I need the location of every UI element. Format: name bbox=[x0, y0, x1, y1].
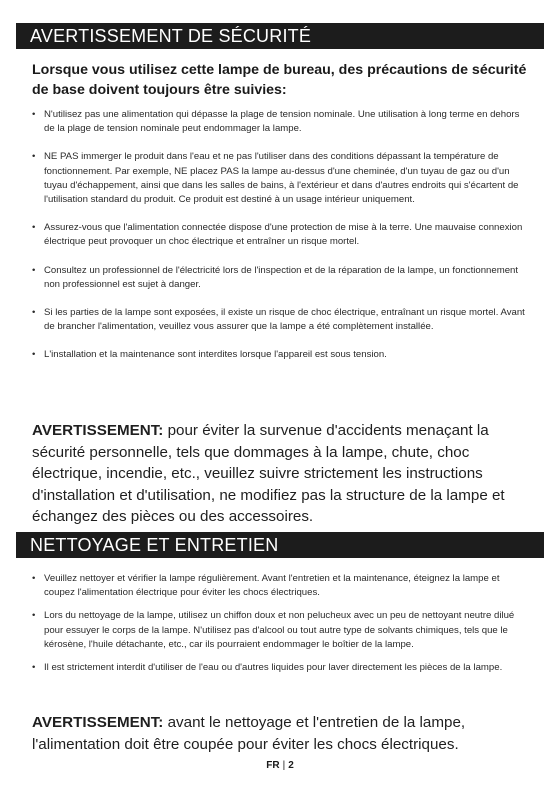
list-item: • Lors du nettoyage de la lampe, utilisez un chiffon doux et non pelucheux avec un peu de nettoyant neutre dilué pour essuyer le corps de la lampe. N'utilisez pas d'alcool ou tout autre type de solvants chimiques, tels que le kérosène, l'huile détachante, etc., car ils pourraient endommager le boîtier de la lampe. bbox=[32, 609, 532, 652]
safety-list bbox=[32, 108, 532, 377]
safety-intro: Lorsque vous utilisez cette lampe de bureau, des précautions de sécurité de base doivent toujours être suivies: bbox=[32, 62, 527, 98]
safety-warning-heading: AVERTISSEMENT DE SÉCURITÉ bbox=[16, 23, 544, 49]
safety-warning-paragraph bbox=[32, 420, 532, 528]
list-item: • Consultez un professionnel de l'électricité lors de l'inspection et de la réparation de la lampe, un fonctionnement non professionnel est sujet à danger. bbox=[32, 264, 532, 292]
cleaning-list bbox=[32, 572, 532, 684]
list-item: • Si les parties de la lampe sont exposées, il existe un risque de choc électrique, entraînant un risque mortel. Avant de brancher l'alimentation, veuillez vous assurer que la lampe a été complètement installée. bbox=[32, 306, 532, 334]
page-number: 2 bbox=[288, 760, 294, 771]
cleaning-warning-paragraph bbox=[32, 712, 532, 755]
page-footer bbox=[0, 760, 560, 771]
warning-label: AVERTISSEMENT: bbox=[32, 422, 164, 439]
list-item: • Assurez-vous que l'alimentation connectée dispose d'une protection de mise à la terre. Une mauvaise connexion électrique peut provoquer un choc électrique et entraîner un risque mortel. bbox=[32, 221, 532, 249]
list-item: • N'utilisez pas une alimentation qui dépasse la plage de tension nominale. Une utilisation à long terme en dehors de la plage de tension nominale peut endommager la lampe. bbox=[32, 108, 532, 136]
warning-label: AVERTISSEMENT: bbox=[32, 714, 164, 731]
cleaning-maintenance-heading: NETTOYAGE ET ENTRETIEN bbox=[16, 532, 544, 558]
list-item: • Il est strictement interdit d'utiliser de l'eau ou d'autres liquides pour laver directement les pièces de la lampe. bbox=[32, 661, 532, 675]
footer-separator: | bbox=[282, 760, 286, 771]
warning-text: pour éviter la survenue d'accidents menaçant la sécurité personnelle, tels que dommages à la lampe, chute, choc électrique, incendie, etc., veuillez suivre strictement les instructions d'installation et d'utilisation, ne modifiez pas la structure de la lampe et échangez des pièces ou des accessoires. bbox=[32, 422, 505, 525]
list-item: • Veuillez nettoyer et vérifier la lampe régulièrement. Avant l'entretien et la maintenance, éteignez la lampe et coupez l'alimentation électrique pour éviter les chocs électriques. bbox=[32, 572, 532, 600]
list-item: • L'installation et la maintenance sont interdites lorsque l'appareil est sous tension. bbox=[32, 348, 532, 362]
warning-text: avant le nettoyage et l'entretien de la lampe, l'alimentation doit être coupée pour éviter les chocs électriques. bbox=[32, 714, 466, 753]
language-code: FR bbox=[266, 760, 280, 771]
list-item: • NE PAS immerger le produit dans l'eau et ne pas l'utiliser dans des conditions dépassant la température de fonctionnement. Par exemple, NE placez PAS la lampe au-dessus d'une cheminée, d'un tuyau de gaz ou d'un tuyau d'échappement, ainsi que dans les salles de bains, à l'extérieur et dans d'autres endroits qui s'écartent de l'utilisation standard du produit. Ce produit est destiné à un usage intérieur uniquement. bbox=[32, 150, 532, 207]
